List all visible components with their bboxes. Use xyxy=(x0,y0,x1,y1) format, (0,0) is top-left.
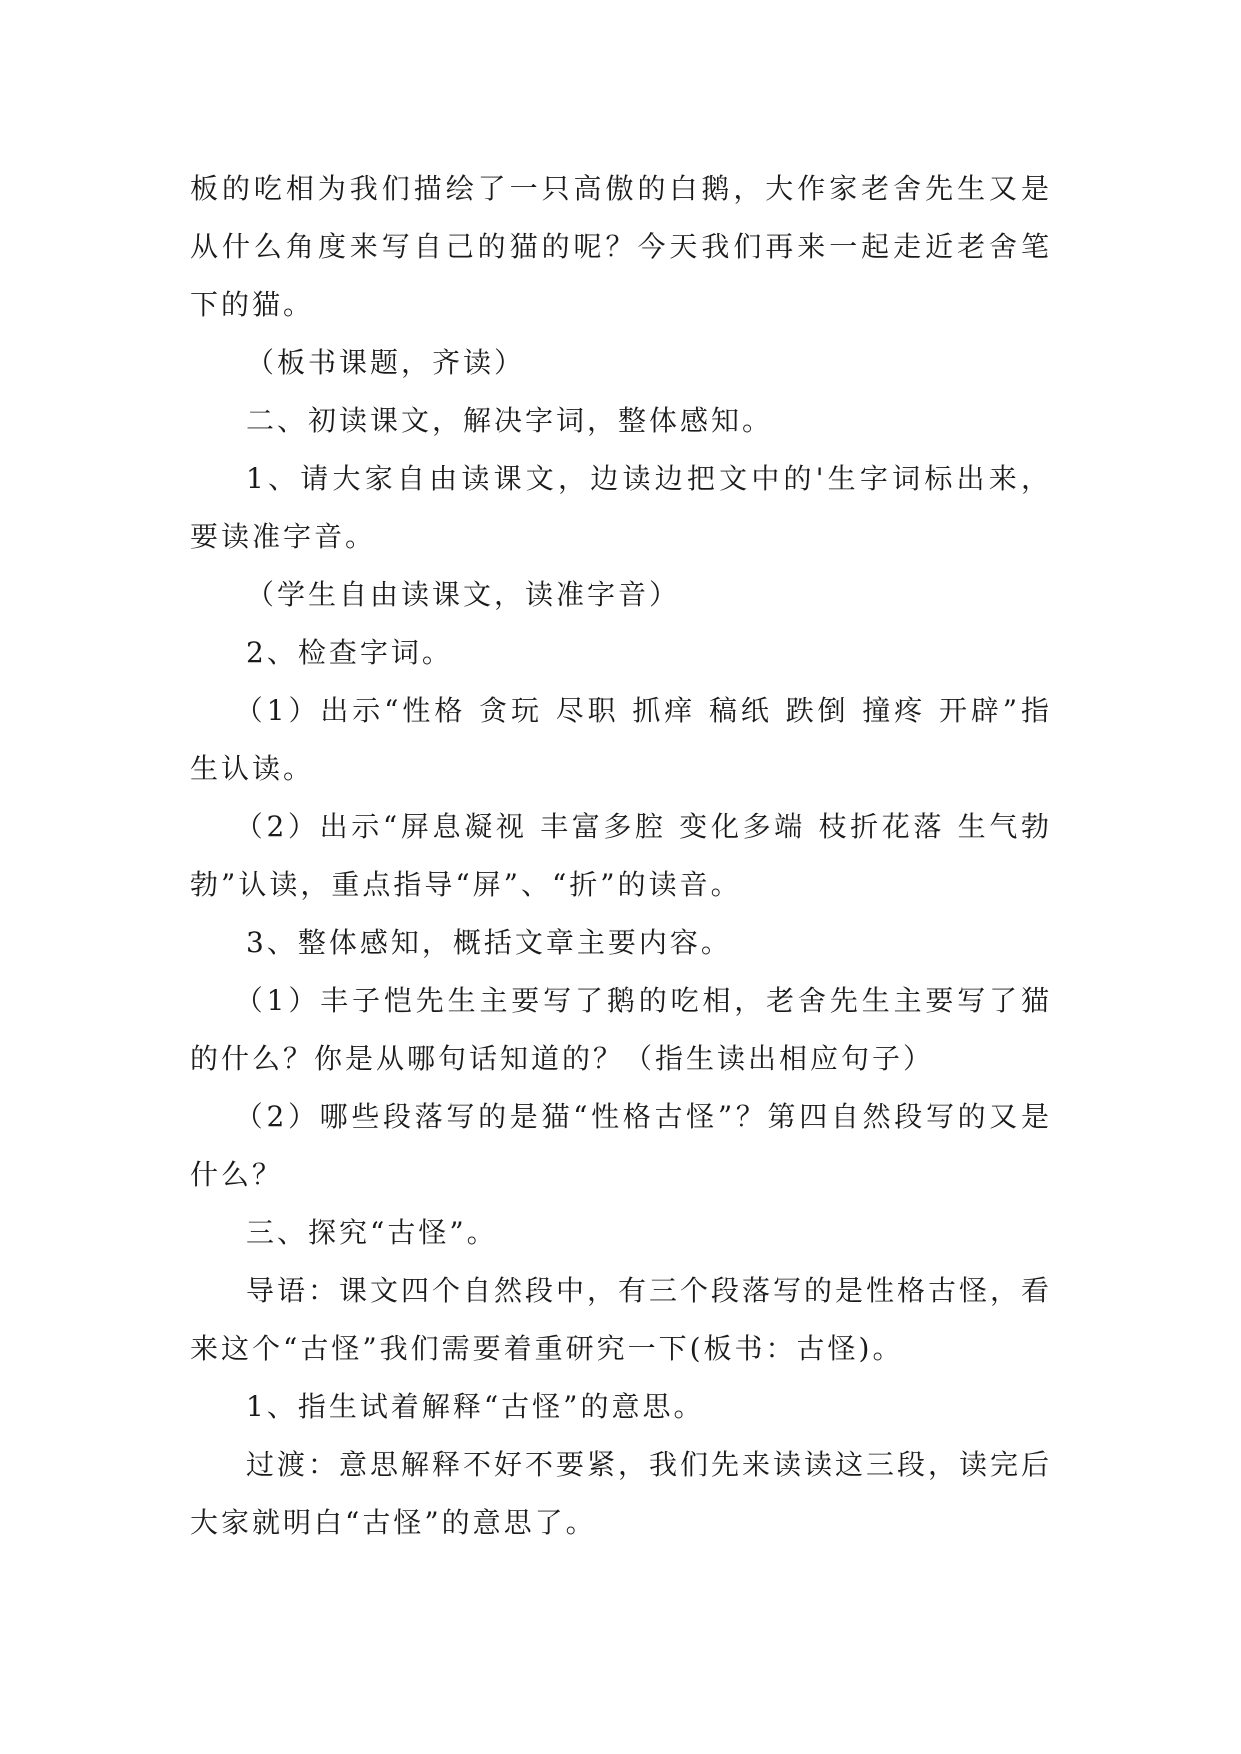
paragraph-step-2-1: （1）出示“性格 贪玩 尽职 抓痒 稿纸 跌倒 撞疼 开辟”指生认读。 xyxy=(190,694,1052,785)
paragraph-section-3-heading: 三、探究“古怪”。 xyxy=(246,1216,498,1249)
paragraph-intro: 导语：课文四个自然段中，有三个段落写的是性格古怪，看来这个“古怪”我们需要着重研究一下(板书：古怪)。 xyxy=(190,1274,1053,1365)
paragraph-section-2-heading: 二、初读课文，解决字词，整体感知。 xyxy=(246,404,774,437)
paragraph-step-3-1: （1）丰子恺先生主要写了鹅的吃相，老舍先生主要写了猫的什么？你是从哪句话知道的？（指生读出相应句子） xyxy=(190,984,1052,1075)
paragraph-step-3-2: （2）哪些段落写的是猫“性格古怪”？第四自然段写的又是什么？ xyxy=(190,1100,1052,1191)
paragraph-board-title: （板书课题，齐读） xyxy=(246,346,526,379)
paragraph-student-reading: （学生自由读课文，读准字音） xyxy=(246,578,681,611)
paragraph-continuation: 板的吃相为我们描绘了一只高傲的白鹅，大作家老舍先生又是从什么角度来写自己的猫的呢？今天我们再来一起走近老舍笔下的猫。 xyxy=(190,172,1052,321)
paragraph-step-3: 3、整体感知，概括文章主要内容。 xyxy=(246,926,732,959)
paragraph-step-2-2: （2）出示“屏息凝视 丰富多腔 变化多端 枝折花落 生气勃勃”认读，重点指导“屏”、“折”的读音。 xyxy=(190,810,1052,901)
document-body xyxy=(190,160,1052,1552)
paragraph-section-3-step-1: 1、指生试着解释“古怪”的意思。 xyxy=(246,1390,705,1423)
paragraph-step-2: 2、检查字词。 xyxy=(246,636,453,669)
paragraph-transition: 过渡：意思解释不好不要紧，我们先来读读这三段，读完后大家就明白“古怪”的意思了。 xyxy=(190,1448,1053,1539)
paragraph-step-1: 1、请大家自由读课文，边读边把文中的'生字词标出来，要读准字音。 xyxy=(190,462,1052,553)
